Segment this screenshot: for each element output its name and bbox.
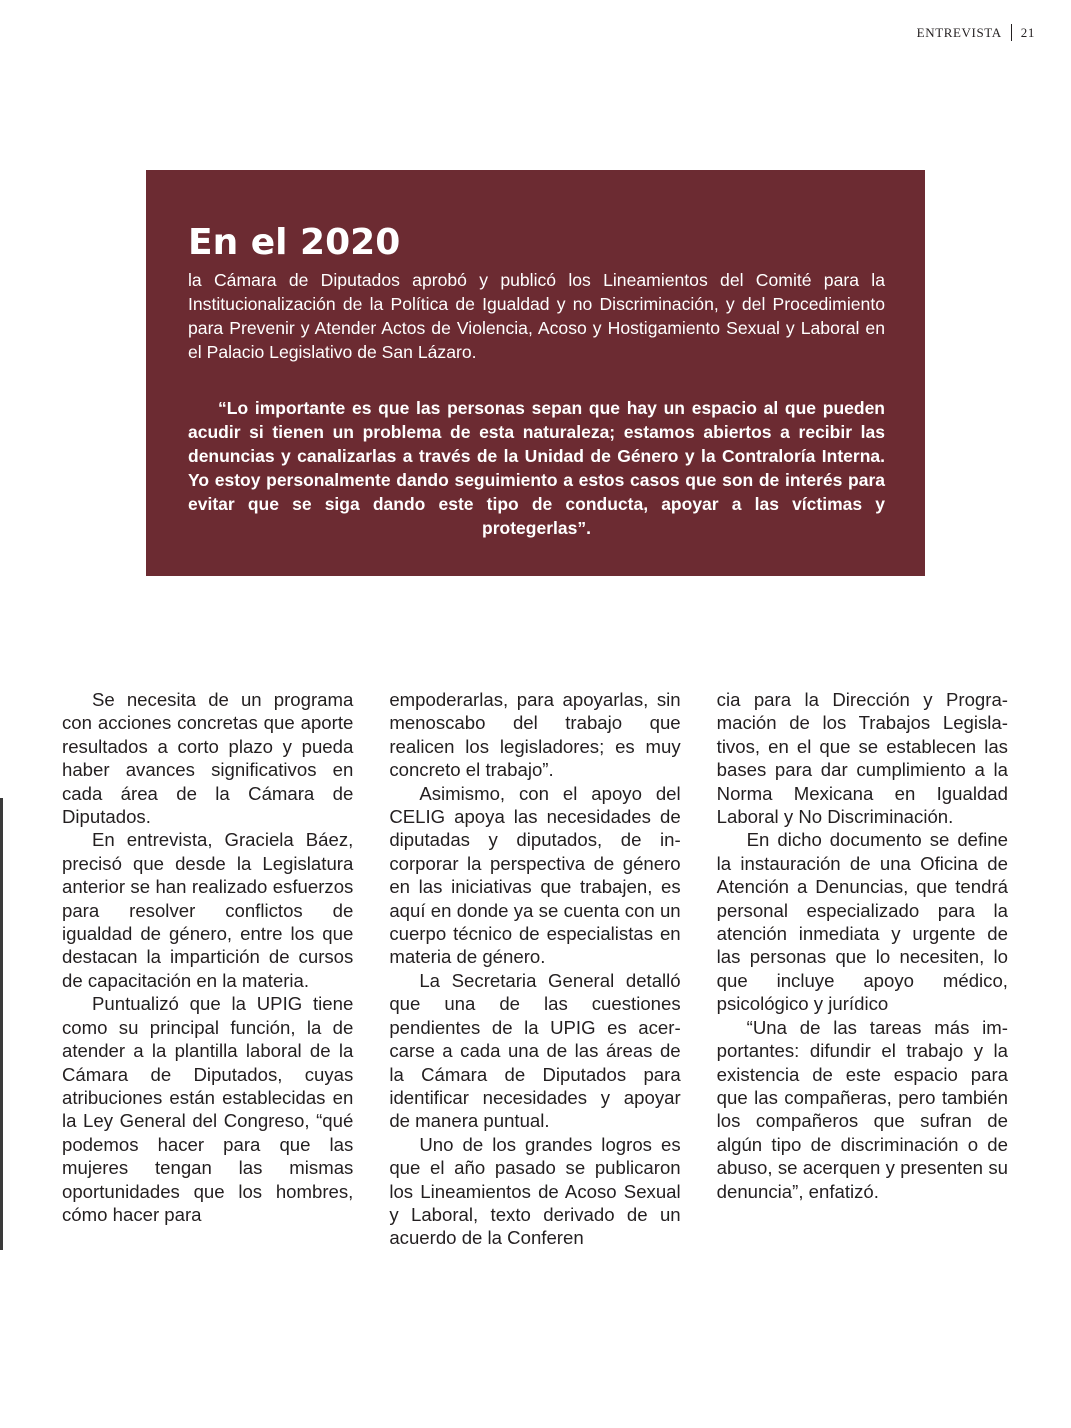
highlight-quote: “Lo importante es que las personas sepan que hay un espacio al que pueden acudir si tienen un problema de esta naturaleza; estamos abiertos a recibir las denuncias y canalizarlas a través de la Unidad de Género y la Contraloría Interna. Yo estoy personalmente dando seguimiento a estos casos que son de interés para evitar que se siga dando este tipo de conducta, apoyar a las víctimas y protegerlas”. <box>188 398 885 538</box>
paragraph: “Una de las tareas más importantes: difundir el trabajo y la existencia de este espacio para que las compañeras, pero también los compañeros que sufran de algún tipo de discriminación o de abuso, se acerquen y presenten su denuncia”, enfatizó. <box>716 1016 1008 1202</box>
paragraph-continued: cia para la Dirección y Programación de los Trabajos Legislativos, en el que se establecen las bases para dar cumplimiento a la Norma Mexicana en Igualdad Laboral y No Discriminación. <box>716 689 1008 828</box>
page-edge-mark <box>0 798 3 1250</box>
article-body <box>62 688 1008 1250</box>
section-label: ENTREVISTA <box>916 24 1002 40</box>
column-3 <box>717 688 1008 1250</box>
running-head <box>917 24 1035 41</box>
paragraph: En entrevista, Graciela Báez, precisó que desde la Legislatura anterior se han realizado esfuerzos para resolver conflictos de igualdad de género, entre los que destacan la impartición de cursos de capacitación en la materia. <box>62 829 354 991</box>
paragraph: Puntualizó que la UPIG tiene como su principal función, la de atender a la plantilla laboral de la Cámara de Diputados, cuyas atribuciones están establecidas en la Ley General del Congreso, “qué podemos hacer para que las mujeres tengan las mismas oportunidades que los hombres, cómo hacer para <box>62 993 354 1225</box>
highlight-lead: la Cámara de Diputados aprobó y publicó los Lineamientos del Comité para la Institucionalización de la Política de Igualdad y no Discriminación, y del Procedimiento para Prevenir y Atender Actos de Violencia, Acoso y Hostigamiento Sexual y Laboral en el Palacio Legislativo de San Lázaro. <box>188 270 885 362</box>
paragraph: Se necesita de un programa con acciones concretas que aporte resultados a corto plazo y pueda haber avances significativos en cada área de la Cámara de Diputados. <box>62 689 354 828</box>
highlight-title: En el 2020 <box>188 222 401 263</box>
paragraph-continued: empoderarlas, para apoyarlas, sin menoscabo del trabajo que realicen los legisladores; es muy concreto el trabajo”. <box>389 689 681 781</box>
page-number: 21 <box>1020 24 1035 40</box>
column-1 <box>62 688 353 1250</box>
paragraph: Uno de los grandes logros es que el año pasado se publicaron los Lineamientos de Acoso Sexual y Laboral, texto derivado de un acuerdo de la Conferen <box>389 1133 681 1249</box>
column-2 <box>389 688 680 1250</box>
header-divider <box>1011 24 1012 41</box>
highlight-box <box>146 170 925 576</box>
paragraph: En dicho documento se define la instauración de una Oficina de Atención a Denuncias, que tendrá personal especializado para la atención inmediata y urgente de las personas que lo necesiten, lo que incluye apoyo médico, psicológico y jurídico <box>716 829 1008 1015</box>
paragraph: La Secretaria General detalló que una de las cuestiones pendientes de la UPIG es acercarse a cada una de las áreas de la Cámara de Diputados para identificar necesidades y apoyar de manera puntual. <box>389 969 681 1132</box>
paragraph: Asimismo, con el apoyo del CELIG apoya las necesidades de diputadas y diputados, de incorporar la perspectiva de género en las iniciativas que trabajen, es aquí en donde ya se cuenta con un cuerpo técnico de especialistas en materia de género. <box>389 782 681 968</box>
